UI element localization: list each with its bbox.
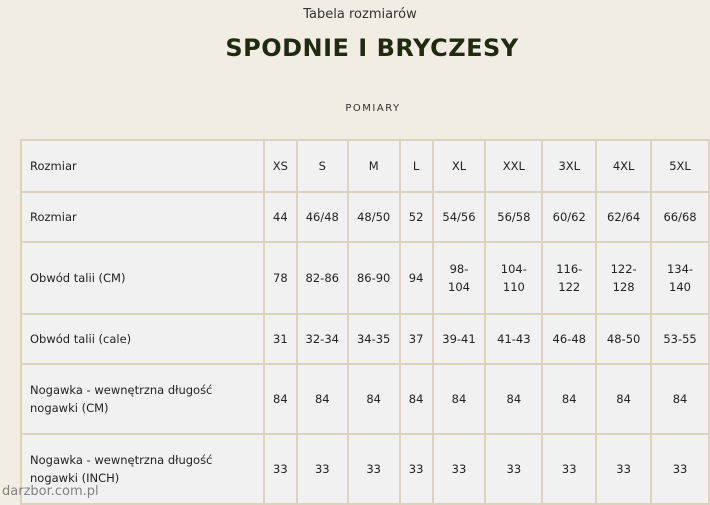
table-cell: 84 — [297, 364, 348, 434]
row-label-cell: Obwód talii (cale) — [21, 314, 264, 364]
table-cell: 33 — [596, 434, 651, 504]
page-subtitle: Tabela rozmiarów — [303, 7, 417, 22]
size-header-cell: XXL — [485, 140, 542, 192]
table-cell: 54/56 — [433, 192, 486, 242]
table-cell: 33 — [485, 434, 542, 504]
size-header-cell: L — [400, 140, 433, 192]
table-row — [21, 242, 709, 314]
table-cell: 37 — [400, 314, 433, 364]
table-row — [21, 314, 709, 364]
table-cell: 33 — [297, 434, 348, 504]
table-cell: 62/64 — [596, 192, 651, 242]
table-cell: 53-55 — [651, 314, 709, 364]
table-cell: 48/50 — [348, 192, 400, 242]
size-header-cell: XS — [264, 140, 297, 192]
table-cell: 84 — [264, 364, 297, 434]
table-cell: 84 — [485, 364, 542, 434]
table-cell: 116- 122 — [542, 242, 596, 314]
page-title: SPODNIE I BRYCZESY — [225, 34, 519, 62]
table-cell: 52 — [400, 192, 433, 242]
table-cell: 33 — [264, 434, 297, 504]
size-header-cell: S — [297, 140, 348, 192]
table-row — [21, 364, 709, 434]
table-header-row — [21, 140, 709, 192]
table-cell: 41-43 — [485, 314, 542, 364]
size-header-cell: XL — [433, 140, 486, 192]
table-cell: 60/62 — [542, 192, 596, 242]
section-heading: POMIARY — [345, 103, 401, 114]
table-cell: 66/68 — [651, 192, 709, 242]
table-cell: 33 — [651, 434, 709, 504]
header-label-cell: Rozmiar — [21, 140, 264, 192]
table-row — [21, 434, 709, 504]
table-cell: 78 — [264, 242, 297, 314]
table-cell: 34-35 — [348, 314, 400, 364]
table-cell: 134- 140 — [651, 242, 709, 314]
size-chart-table — [20, 139, 710, 505]
table-cell: 39-41 — [433, 314, 486, 364]
table-cell: 32-34 — [297, 314, 348, 364]
size-header-cell: 4XL — [596, 140, 651, 192]
table-cell: 104- 110 — [485, 242, 542, 314]
table-cell: 84 — [348, 364, 400, 434]
table-cell: 48-50 — [596, 314, 651, 364]
row-label-cell: Obwód talii (CM) — [21, 242, 264, 314]
watermark-text: darzbor.com.pl — [2, 484, 99, 499]
table-cell: 86-90 — [348, 242, 400, 314]
size-header-cell: 3XL — [542, 140, 596, 192]
table-cell: 82-86 — [297, 242, 348, 314]
table-cell: 84 — [542, 364, 596, 434]
table-cell: 33 — [542, 434, 596, 504]
table-cell: 33 — [348, 434, 400, 504]
row-label-cell: Nogawka - wewnętrzna długość nogawki (INCH) — [21, 434, 264, 504]
table-cell: 84 — [433, 364, 486, 434]
table-cell: 84 — [400, 364, 433, 434]
size-header-cell: M — [348, 140, 400, 192]
table-cell: 94 — [400, 242, 433, 314]
table-cell: 84 — [596, 364, 651, 434]
table-cell: 84 — [651, 364, 709, 434]
row-label-cell: Rozmiar — [21, 192, 264, 242]
size-header-cell: 5XL — [651, 140, 709, 192]
table-cell: 31 — [264, 314, 297, 364]
table-cell: 98- 104 — [433, 242, 486, 314]
table-cell: 33 — [400, 434, 433, 504]
table-cell: 46-48 — [542, 314, 596, 364]
table-cell: 122- 128 — [596, 242, 651, 314]
table-cell: 44 — [264, 192, 297, 242]
table-row — [21, 192, 709, 242]
table-cell: 46/48 — [297, 192, 348, 242]
row-label-cell: Nogawka - wewnętrzna długość nogawki (CM) — [21, 364, 264, 434]
table-cell: 56/58 — [485, 192, 542, 242]
table-cell: 33 — [433, 434, 486, 504]
